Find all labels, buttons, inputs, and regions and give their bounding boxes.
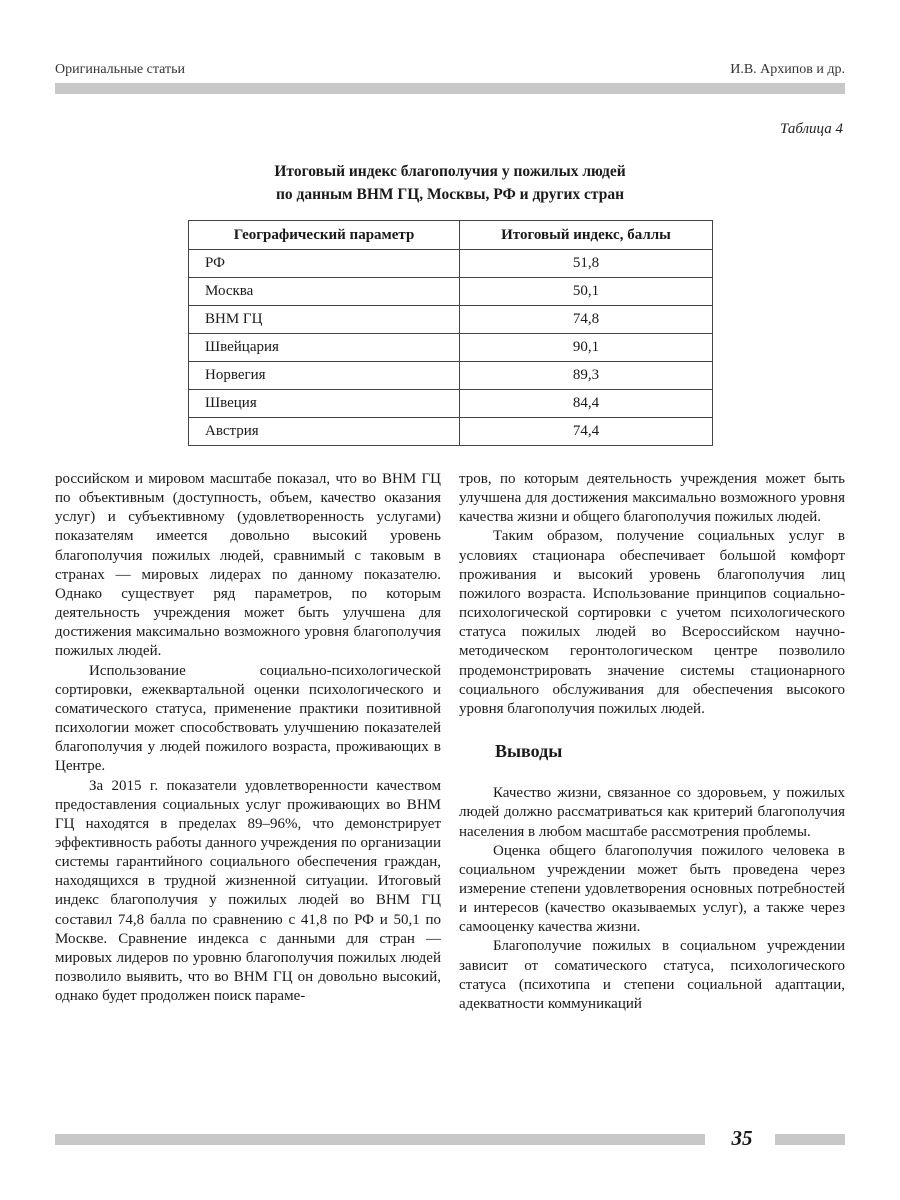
page-number: 35 [731,1126,753,1150]
paragraph: За 2015 г. показатели удовлетворенности качеством предоставления социальных услуг проживающих во ВНМ ГЦ находятся в пределах 89–96%, что демонстрирует эффективность работы данного учреждения по организации системы гарантийного социального обеспечения граждан, находящихся в трудной жизненной ситуации. Итоговый индекс благополучия у пожилых людей во ВНМ ГЦ составил 74,8 балла по сравнению с 41,8 по РФ и 50,1 по Москве. Сравнение индекса с данными для стран — мировых лидеров по уровню благополучия пожилых людей позволило выявить, что во ВНМ ГЦ он довольно высокий, однако будет продолжен поиск параме- [55,777,441,1005]
right-text-column [459,470,845,1014]
footer-rule-right [775,1134,845,1145]
running-head [55,62,845,82]
table-row [189,390,713,418]
row-value: 89,3 [460,362,713,390]
row-name: Швейцария [189,334,460,362]
footer-rule-left [55,1134,705,1145]
paragraph: Таким образом, получение социальных услуг в условиях стационара обеспечивает большой комфорт проживания и высокий уровень благополучия лиц пожилого возраста. Использование принципов социально-психологической сортировки с учетом психологического статуса пожилых людей во Всероссийском научно-методическом геронтологическом центре позволило продемонстрировать значение системы стационарного социального обслуживания для обеспечения высокого уровня благополучия пожилых людей. [459,528,845,717]
left-text-column [55,470,441,1006]
column-header-index: Итоговый индекс, баллы [460,221,713,250]
paragraph: Качество жизни, связанное со здоровьем, у пожилых людей должно рассматриваться как критерий благополучия населения в любом масштабе рассмотрения проблемы. [459,785,845,840]
article-authors: И.В. Архипов и др. [730,62,845,77]
wellbeing-index-table [188,220,713,446]
table-row [189,306,713,334]
row-value: 84,4 [460,390,713,418]
table-row [189,362,713,390]
row-value: 74,4 [460,418,713,446]
table-header-row [189,221,713,250]
row-value: 90,1 [460,334,713,362]
table-row [189,418,713,446]
header-rule [55,83,845,94]
table-row [189,334,713,362]
table-title-line-2: по данным ВНМ ГЦ, Москвы, РФ и других стран [275,186,625,203]
paragraph: российском и мировом масштабе показал, что во ВНМ ГЦ по объективным (доступность, объем, качество оказания услуг) и субъективному (удовлетворенность услугами) показателям имеется довольно высокий уровень благополучия пожилых людей, сравнимый с таковым в странах — мировых лидерах по данному показателю. Однако существует ряд параметров, по которым деятельность учреждения может быть улучшена для достижения максимально возможного уровня благополучия пожилых людей. [55,471,441,660]
row-name: Австрия [189,418,460,446]
paragraph: Использование социально-психологической сортировки, ежеквартальной оценки психологического и соматического статуса, применение практики позитивной психологии может способствовать улучшению показателей благополучия у людей пожилого возраста, проживающих в Центре. [55,662,441,775]
row-name: Швеция [189,390,460,418]
row-value: 51,8 [460,250,713,278]
table-label: Таблица 4 [780,121,843,137]
section-heading-conclusions: Выводы [495,741,563,762]
table-row [189,278,713,306]
table-title [130,160,770,206]
row-name: Норвегия [189,362,460,390]
table-row [189,250,713,278]
journal-section: Оригинальные статьи [55,62,185,77]
row-name: Москва [189,278,460,306]
paragraph: Оценка общего благополучия пожилого человека в социальном учреждении может быть проведена через измерение степени удовлетворения основных потребностей и интересов (качество оказываемых услуг), а также через самооценку качества жизни. [459,842,845,936]
paragraph: тров, по которым деятельность учреждения может быть улучшена для достижения максимально возможного уровня качества жизни и общего благополучия пожилых людей. [459,471,845,526]
table-title-line-1: Итоговый индекс благополучия у пожилых людей [274,163,626,180]
row-value: 50,1 [460,278,713,306]
column-header-parameter: Географический параметр [189,221,460,250]
row-name: ВНМ ГЦ [189,306,460,334]
row-name: РФ [189,250,460,278]
row-value: 74,8 [460,306,713,334]
paragraph: Благополучие пожилых в социальном учреждении зависит от соматического статуса, психологического статуса (психотипа и степени социальной адаптации, адекватности коммуникаций [459,938,845,1012]
